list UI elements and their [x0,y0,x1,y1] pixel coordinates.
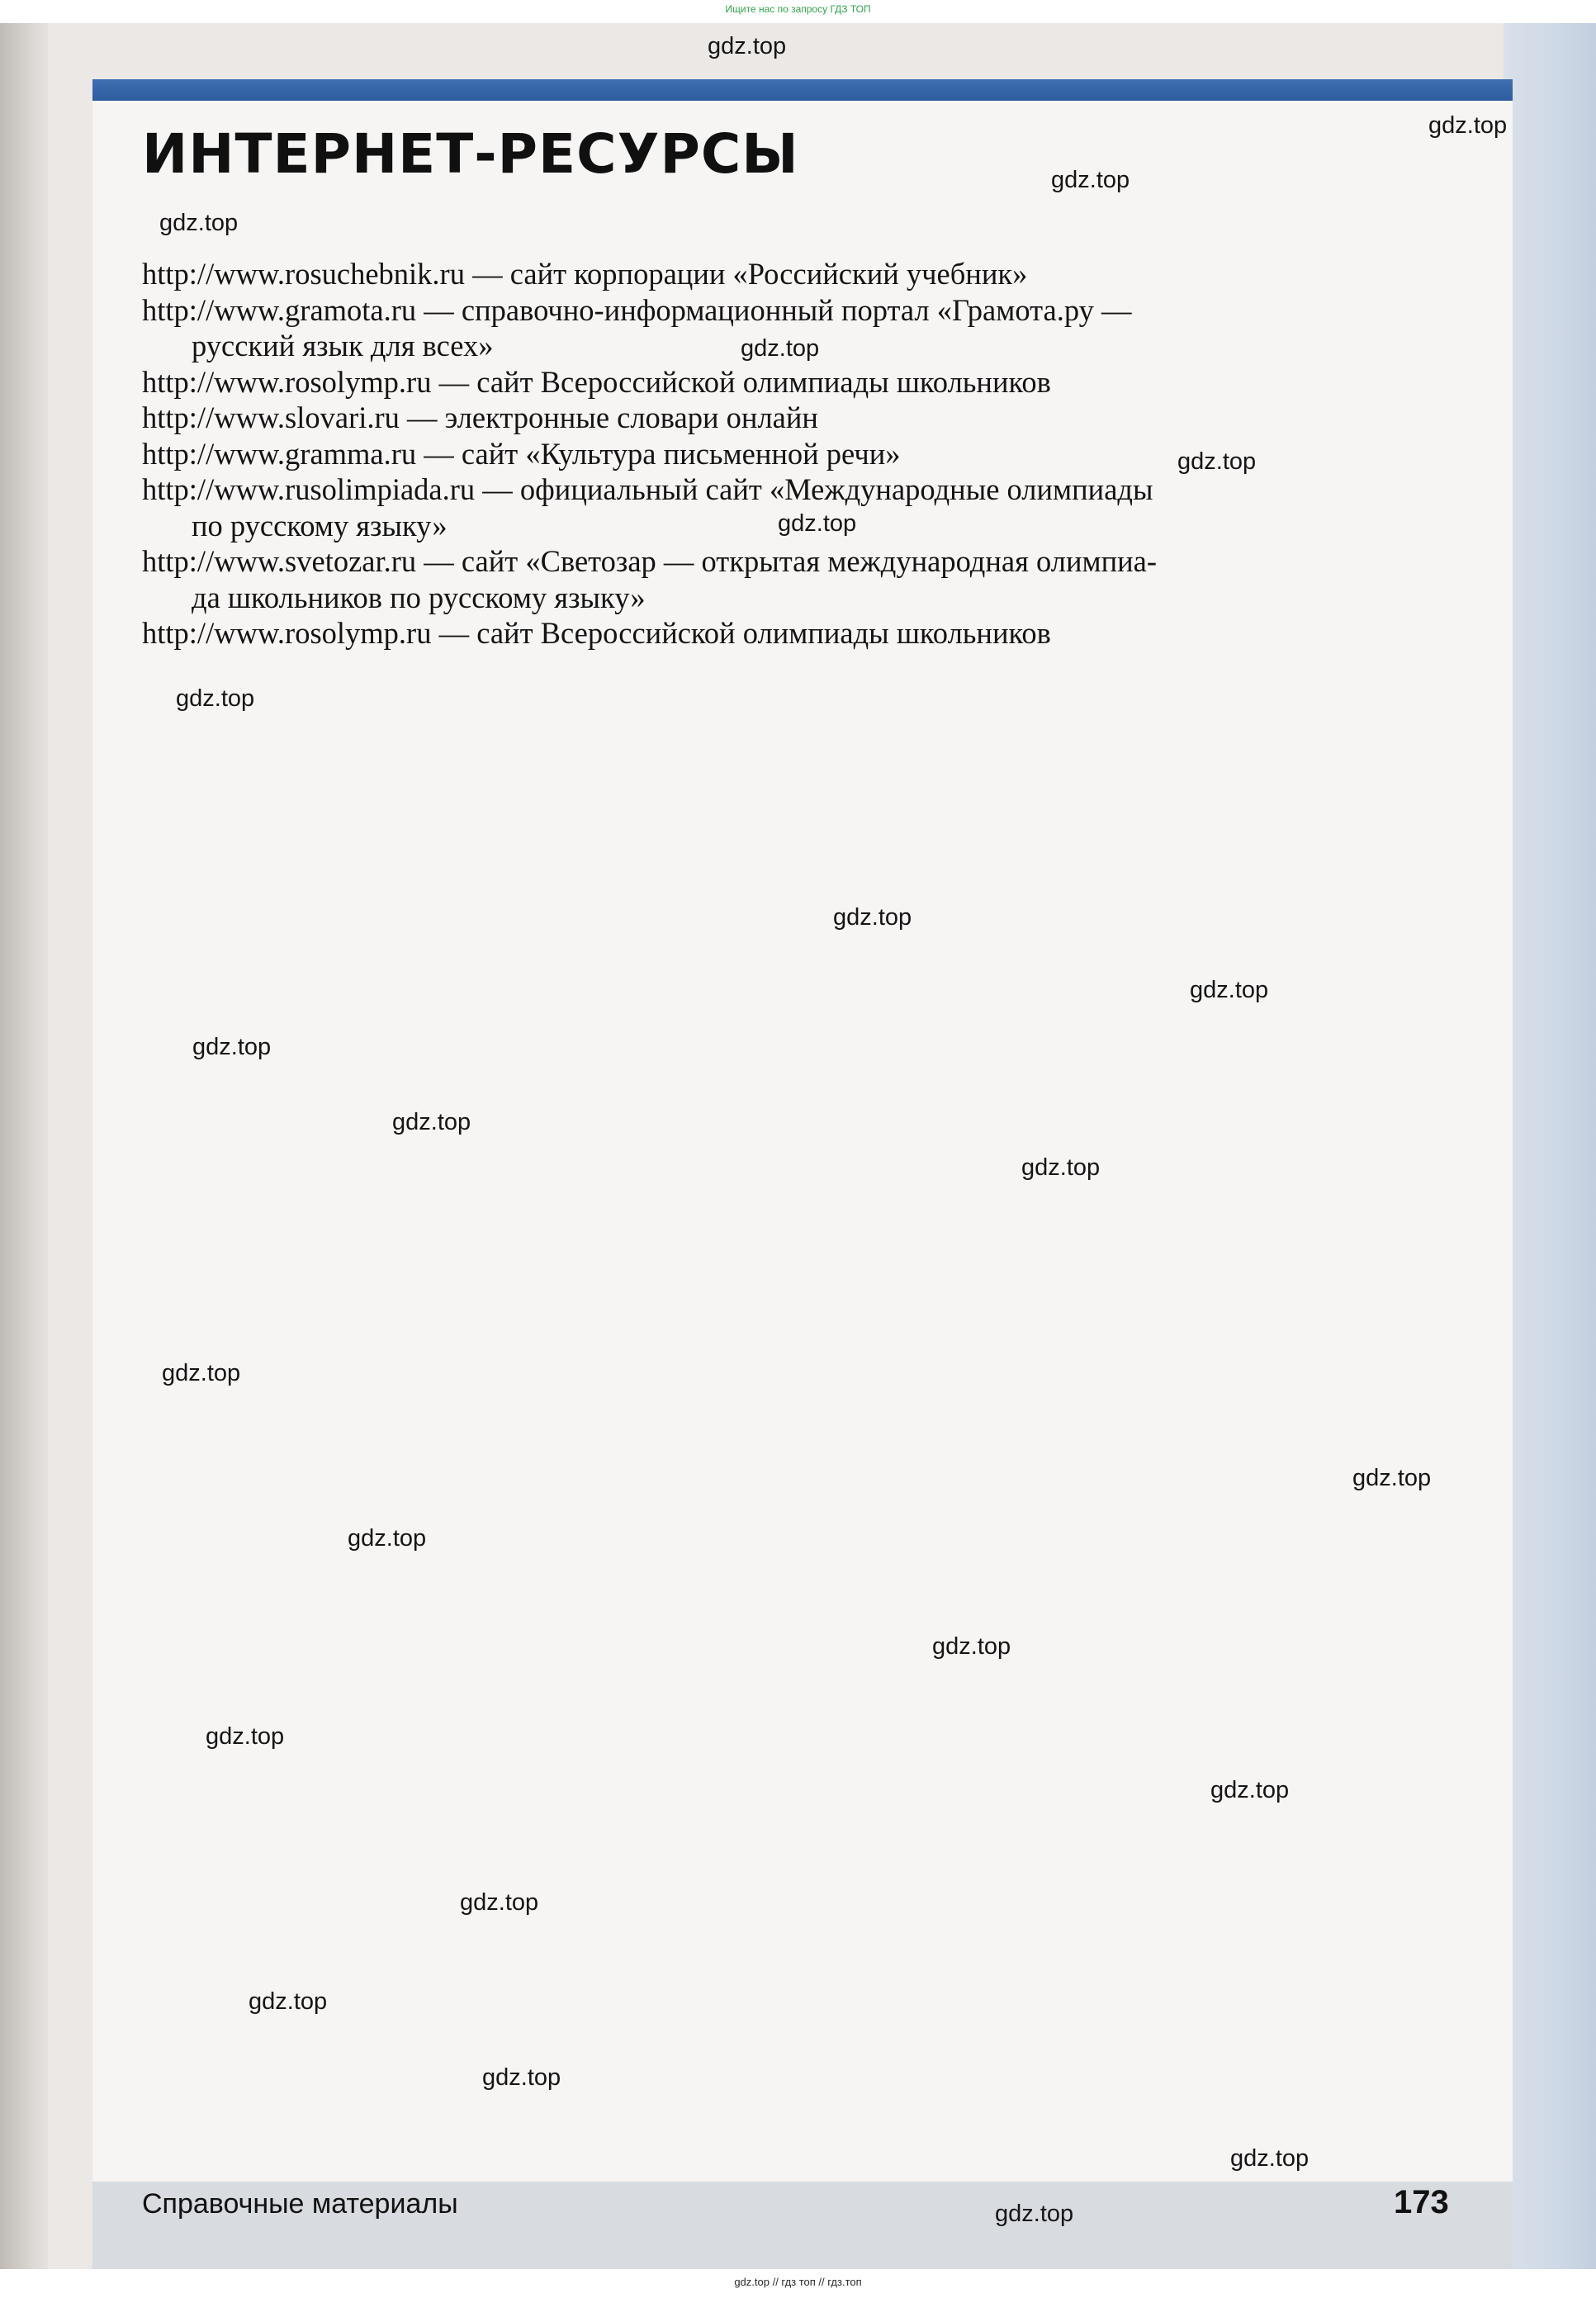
watermark: gdz.top [741,335,820,362]
list-item [142,615,1463,651]
resource-entry-text[interactable]: http://www.rusolimpiada.ru — официальный сайт «Международные олимпиады [142,472,1153,506]
watermark: gdz.top [1230,2145,1309,2172]
watermark: gdz.top [392,1109,471,1135]
list-item [142,543,1463,615]
resource-entry-continuation: русский язык для всех» [192,329,494,362]
resource-entry-text[interactable]: http://www.rosuchebnik.ru — сайт корпорации «Российский учебник» [142,257,1028,291]
watermark: gdz.top [176,685,255,712]
resource-entry-text[interactable]: http://www.gramma.ru — сайт «Культура письменной речи» [142,436,901,471]
footer-section-title: Справочные материалы [142,2188,458,2220]
page-number: 173 [1394,2184,1449,2220]
resource-entry-continuation: по русскому языку» [192,508,448,543]
watermark: gdz.top [708,33,787,59]
page-title: ИНТЕРНЕТ-РЕСУРСЫ [142,122,799,186]
list-item [142,436,1463,472]
resource-entry-text[interactable]: http://www.rosolymp.ru — сайт Всероссийской олимпиады школьников [142,616,1051,650]
page-right-edge [1504,23,1596,2269]
list-item [142,364,1463,400]
watermark: gdz.top [1190,977,1269,1003]
resource-entry-text[interactable]: http://www.rosolymp.ru — сайт Всероссийской олимпиады школьников [142,364,1051,399]
watermark: gdz.top [159,210,239,236]
watermark: gdz.top [1021,1154,1101,1181]
watermark: gdz.top [1051,167,1130,193]
resource-entry-continuation: да школьников по русскому языку» [192,580,646,614]
watermark: gdz.top [1210,1777,1290,1803]
watermark: gdz.top [995,2201,1074,2227]
list-item [142,256,1463,292]
watermark: gdz.top [206,1723,285,1750]
watermark: gdz.top [1177,448,1257,475]
resource-entry-text[interactable]: http://www.gramota.ru — справочно-информационный портал «Грамота.ру — [142,292,1132,327]
resource-entry-text[interactable]: http://www.slovari.ru — электронные словари онлайн [142,400,818,434]
watermark: gdz.top [833,904,912,931]
resource-entry-text[interactable]: http://www.svetozar.ru — сайт «Светозар — открытая международная олимпиа- [142,544,1158,578]
watermark: gdz.top [1428,112,1508,139]
watermark: gdz.top [460,1889,539,1916]
watermark: gdz.top [348,1525,427,1552]
watermark: gdz.top [192,1034,272,1060]
list-item [142,400,1463,436]
watermark: gdz.top [932,1633,1011,1660]
watermark: gdz.top [249,1988,328,2015]
bottom-search-note: gdz.top // гдз топ // гдз.топ [734,2276,862,2288]
page-left-edge [0,23,48,2269]
page-top-color-bar [92,79,1513,101]
internet-resources-list [142,256,1463,651]
watermark: gdz.top [482,2064,561,2091]
watermark: gdz.top [778,510,857,537]
top-search-note: Ищите нас по запросу ГДЗ ТОП [725,3,871,15]
watermark: gdz.top [162,1360,241,1386]
watermark: gdz.top [1352,1465,1432,1491]
